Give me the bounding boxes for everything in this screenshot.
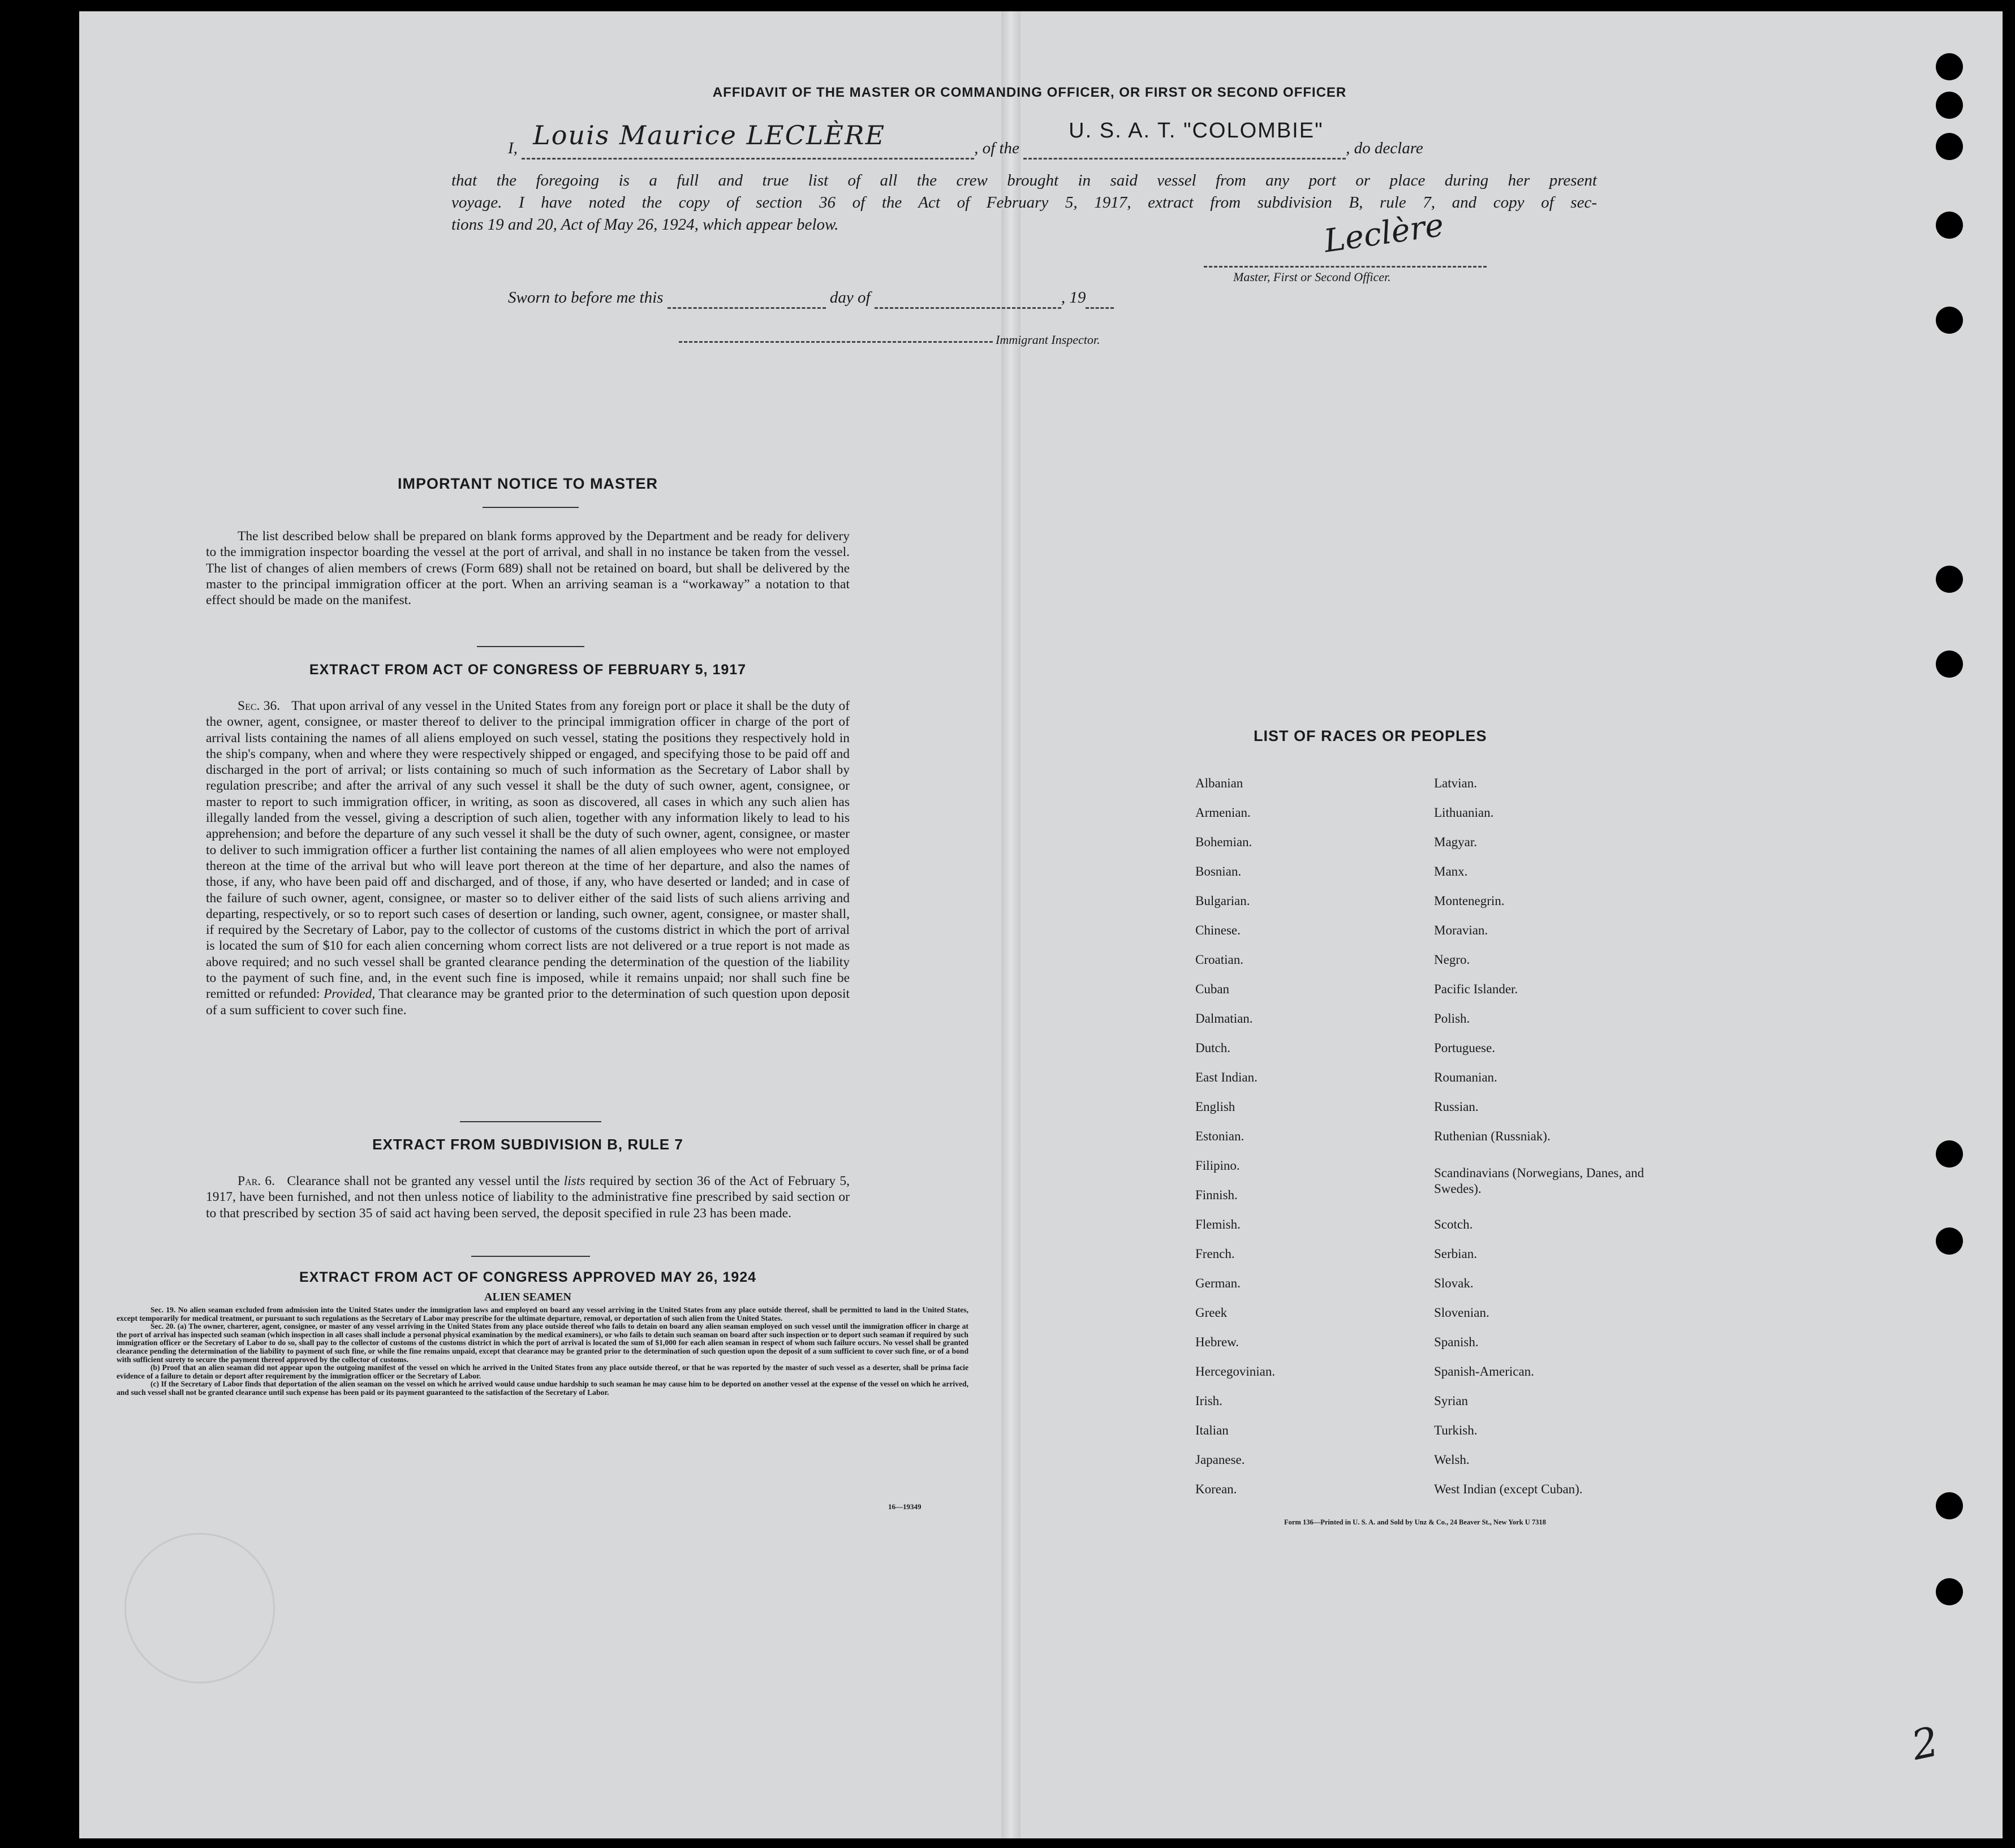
punch-hole [1936, 566, 1963, 593]
punch-hole [1936, 133, 1963, 160]
vessel-name: U. S. A. T. "COLOMBIE" [1069, 119, 1324, 143]
race-left: Dutch. [1195, 1041, 1230, 1055]
race-left: Cuban [1195, 982, 1230, 996]
punch-hole [1936, 307, 1963, 334]
section-36-text [206, 698, 850, 1018]
master-name: Louis Maurice LECLÈRE [533, 120, 886, 150]
divider [471, 1256, 590, 1257]
page-number: 2 [1907, 1717, 1943, 1769]
race-left: Dalmatian. [1195, 1011, 1253, 1026]
paragraph-6-label: Par. 6. [238, 1174, 275, 1188]
section-20b: (b) Proof that an alien seaman did not appear upon the outgoing manifest of the vessel on which he arrived in the United States from any place outside thereof, or that he was reported by the master of such vessel as a deserter, shall be prima facie evidence of a failure to detain or deport after requirement by the immigration officer or the Secretary of Labor. [117, 1363, 968, 1380]
signature-line [1204, 266, 1487, 268]
print-code: 16—19349 [888, 1502, 922, 1511]
race-right: Manx. [1434, 864, 1468, 878]
race-left: Finnish. [1195, 1188, 1238, 1202]
race-right: Polish. [1434, 1011, 1470, 1026]
race-right: Ruthenian (Russniak). [1434, 1129, 1551, 1143]
race-right: Spanish. [1434, 1335, 1479, 1349]
year-prefix: , 19 [1061, 288, 1086, 307]
extract-1917-title: EXTRACT FROM ACT OF CONGRESS OF FEBRUARY 5, 1917 [309, 662, 747, 678]
race-left: Greek [1195, 1306, 1228, 1320]
sworn-line [508, 288, 1114, 309]
day-of: day of [829, 288, 871, 307]
center-fold [1001, 11, 1021, 1838]
race-right: Russian. [1434, 1100, 1479, 1114]
section-20c: (c) If the Secretary of Labor finds that deportation of the alien seaman on the vessel on which he arrived would cause undue hardship to such seaman he may cause him to be deported on another vessel at the expense of the vessel on which he arrived, and such vessel shall not be granted clearance until such expense has been paid or its payment guaranteed to the satisfaction of the Secretary of Labor. [117, 1380, 968, 1397]
race-right: Magyar. [1434, 835, 1478, 849]
race-right: Montenegrin. [1434, 894, 1505, 908]
race-right: Scotch. [1434, 1217, 1473, 1231]
race-right: Slovenian. [1434, 1306, 1489, 1320]
of-the: , of the [974, 139, 1019, 157]
section-36-body-end: That clearance may be granted prior to the determination of such question upon deposit of a sum sufficient to cover such fine. [206, 987, 850, 1018]
race-right: Syrian [1434, 1394, 1469, 1408]
signature-caption: Master, First or Second Officer. [1233, 270, 1391, 284]
provided-word: Provided, [324, 987, 376, 1002]
race-left: French. [1195, 1247, 1235, 1261]
month-field [875, 288, 1061, 309]
race-left: English [1195, 1100, 1235, 1114]
declaration-line: tions 19 and 20, Act of May 26, 1924, which appear below. [451, 216, 839, 234]
section-36-label: Sec. 36. [238, 699, 281, 713]
punch-hole [1936, 1492, 1963, 1519]
race-left: Albanian [1195, 776, 1243, 790]
lists-word: lists [563, 1174, 585, 1188]
i-word: I, [508, 139, 518, 157]
races-title: LIST OF RACES OR PEOPLES [1254, 727, 1487, 744]
race-left: Bosnian. [1195, 864, 1242, 878]
punch-hole [1936, 212, 1963, 239]
race-right: Serbian. [1434, 1247, 1478, 1261]
race-right: Spanish-American. [1434, 1364, 1534, 1379]
form-footer: Form 136—Printed in U. S. A. and Sold by Unz & Co., 24 Beaver St., New York U 7318 [1284, 1518, 1546, 1526]
race-right: Latvian. [1434, 776, 1477, 790]
race-right: Roumanian. [1434, 1070, 1497, 1084]
section-19: Sec. 19. No alien seaman excluded from admission into the United States under the immigration laws and employed on board any vessel arriving in the United States from any place outside thereof, shall be permitted to land in the United States, except temporarily for medical treatment, or pursuant to such regulations as the Secretary of Labor may prescribe for the ultimate departure, removal, or deportation of such alien from the United States. [117, 1306, 968, 1323]
day-field [668, 288, 826, 309]
punch-hole [1936, 53, 1963, 80]
do-declare: , do declare [1346, 139, 1423, 157]
race-left: Croatian. [1195, 953, 1243, 967]
punch-hole [1936, 92, 1963, 119]
race-left: Armenian. [1195, 805, 1251, 820]
punch-hole [1936, 1140, 1963, 1168]
inspector-label: Immigrant Inspector. [996, 333, 1100, 347]
extract-1924-subtitle: ALIEN SEAMEN [484, 1291, 571, 1303]
notice-title: IMPORTANT NOTICE TO MASTER [398, 475, 658, 492]
race-left: East Indian. [1195, 1070, 1258, 1084]
affidavit-line-1 [508, 119, 1639, 160]
race-right: West Indian (except Cuban). [1434, 1482, 1583, 1496]
race-right: Turkish. [1434, 1423, 1478, 1437]
paragraph-6-body-b: required by section 36 of the Act of February 5, 1917, have been furnished, and not then unless notice of liability to the administrative fine prescribed by said section or to that prescribed by section 35 of said act having been served, the deposit specified in rule 23 has been made. [206, 1174, 850, 1221]
race-right: Negro. [1434, 953, 1470, 967]
race-left: Bulgarian. [1195, 894, 1250, 908]
extract-1924-title: EXTRACT FROM ACT OF CONGRESS APPROVED MAY 26, 1924 [299, 1269, 757, 1285]
alien-seamen-text [117, 1306, 968, 1397]
race-left: Irish. [1195, 1394, 1222, 1408]
faint-stamp [124, 1533, 275, 1683]
subdivision-title: EXTRACT FROM SUBDIVISION B, RULE 7 [372, 1136, 683, 1153]
race-right: Portuguese. [1434, 1041, 1495, 1055]
paragraph-6-text [206, 1173, 850, 1221]
race-left: Hercegovinian. [1195, 1364, 1276, 1379]
divider [460, 1121, 601, 1122]
document-sheet [79, 11, 2003, 1838]
race-left: Estonian. [1195, 1129, 1245, 1143]
punch-hole [1936, 651, 1963, 678]
affidavit-title: AFFIDAVIT OF THE MASTER OR COMMANDING OFFICER, OR FIRST OR SECOND OFFICER [712, 85, 1347, 100]
race-left: Bohemian. [1195, 835, 1252, 849]
vessel-field [1023, 119, 1346, 160]
punch-hole [1936, 1578, 1963, 1605]
section-20a: Sec. 20. (a) The owner, charterer, agent, consignee, or master of any vessel arriving in the United States from any place outside thereof who fails to detain on board any alien seaman employed on such vessel until the immigration officer in charge at the port of arrival has inspected such seaman (which inspection in all cases shall include a personal physical examination by the medical examiners), or who fails to detain such seaman on board after such inspection or to deport such seaman if required by such immigration officer or the Secretary of Labor to do so, shall pay to the collector of customs of the customs district in which the port of arrival is located the sum of $1,000 for each alien seaman in respect of whom such failure occurs. No vessel shall be granted clearance pending the determination of the liability to payment of such fine, or while the fine remains unpaid, except that clearance may be granted prior to the determination of such question upon the deposit of a sum sufficient to cover such fine, or of a bond with sufficient surety to secure the payment thereof approved by the collector of customs. [117, 1322, 968, 1364]
race-right: Welsh. [1434, 1453, 1470, 1467]
master-name-field [522, 120, 974, 160]
race-right: Slovak. [1434, 1276, 1474, 1290]
race-right: Pacific Islander. [1434, 982, 1518, 996]
race-left: Korean. [1195, 1482, 1237, 1496]
race-left: Chinese. [1195, 923, 1241, 937]
race-left: Hebrew. [1195, 1335, 1239, 1349]
year-field [1086, 288, 1114, 309]
signature: Leclère [1321, 206, 1446, 260]
race-left: Japanese. [1195, 1453, 1245, 1467]
paragraph-6-body-a: Clearance shall not be granted any vessel until the [287, 1174, 560, 1188]
divider [477, 646, 584, 647]
race-left: German. [1195, 1276, 1241, 1290]
declaration-line: that the foregoing is a full and true list of all the crew brought in said vessel from any port or place during her present [451, 171, 1597, 189]
race-left: Flemish. [1195, 1217, 1241, 1231]
declaration-line: voyage. I have noted the copy of section 36 of the Act of February 5, 1917, extract from subdivision B, rule 7, and copy of sec- [451, 193, 1597, 212]
race-left: Italian [1195, 1423, 1229, 1437]
race-left: Filipino. [1195, 1158, 1240, 1173]
section-36-body: That upon arrival of any vessel in the United States from any foreign port or place it shall be the duty of the owner, agent, consignee, or master thereof to deliver to the principal immigration officer in charge of the port of arrival lists containing the names of all aliens employed on such vessel, stating the positions they respectively hold in the ship's company, when and where they were respectively shipped or engaged, and specifying those to be paid off and discharged in the port of arrival; or lists containing so much of such information as the Secretary of Labor shall by regulation prescribe; and after the arrival of any such vessel it shall be the duty of such owner, agent, consignee, or master to report to such immigration officer, in writing, as soon as discovered, all cases in which any such alien has illegally landed from the vessel, giving a description of such alien, together with any information likely to lead to his apprehension; and before the departure of any such vessel it shall be the duty of such owner, agent, consignee, or master to deliver to such immigration officer a further list containing the names of all alien employees who were not employed thereon at the time of the arrival but who will leave port thereon at the time of her departure, and also the names of those, if any, who have been paid off and discharged, and of those, if any, who have deserted or landed; and in case of the failure of such owner, agent, consignee, or master so to deliver either of the said lists of such aliens arriving and departing, respectively, or so to report such cases of desertion or landing, such owner, agent, consignee, or master shall, if required by the Secretary of Labor, pay to the collector of customs of the customs district in which the port of arrival is located the sum of $10 for each alien concerning whom correct lists are not delivered or a true report is not made as above required; and no such vessel shall be granted clearance pending the determination of the question of the liability to the payment of such fine, and, in the event such fine is imposed, while it remains unpaid; nor shall such fine be remitted or refunded: [206, 699, 850, 1002]
race-right: Moravian. [1434, 923, 1488, 937]
race-right: Scandinavians (Norwegians, Danes, and Swedes). [1434, 1166, 1644, 1196]
left-column [206, 475, 850, 1303]
inspector-line [679, 341, 993, 343]
race-right: Lithuanian. [1434, 805, 1494, 820]
punch-hole [1936, 1227, 1963, 1255]
sworn-prefix: Sworn to before me this [508, 288, 664, 307]
notice-text: The list described below shall be prepared on blank forms approved by the Department and be ready for delivery to the immigration inspector boarding the vessel at the port of arrival, and shall in no instance be taken from the vessel. The list of changes of alien members of crews (Form 689) shall not be retained on board, but shall be delivered by the master to the principal immigration officer at the port. When an arriving seaman is a “workaway” a notation to that effect should be made on the manifest. [206, 529, 850, 608]
divider [483, 507, 579, 508]
